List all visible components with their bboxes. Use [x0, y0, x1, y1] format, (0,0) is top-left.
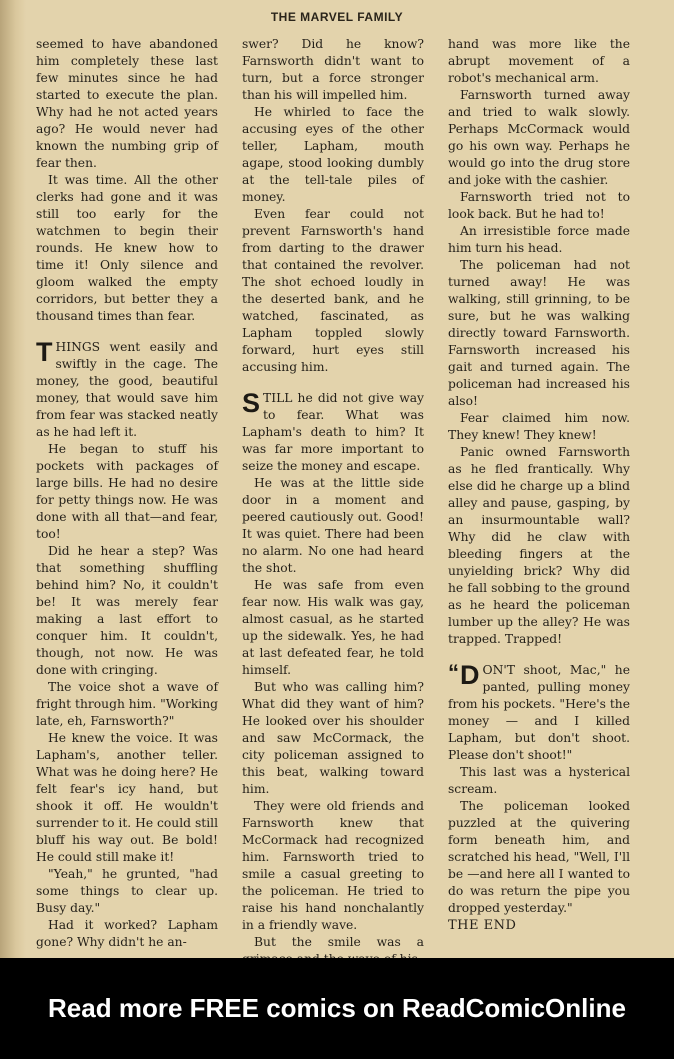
paragraph: They were old friends and Farnsworth knew that McCormack had recognized him. Farnsworth tried to smile a casual greeting to the policeman. He tried to raise his hand nonchalantly in a friendly wave.: [242, 799, 424, 932]
dropcap-text: ON'T shoot, Mac," he panted, pulling money from his pockets. "Here's the money — and I killed Lapham, but don't shoot. Please don't shoot!": [448, 663, 630, 762]
paragraph: Farnsworth tried not to look back. But he had to!: [448, 190, 630, 221]
paragraph: He was at the little side door in a moment and peered cautiously out. Good! It was quiet. There had been no alarm. No one had heard the shot.: [242, 476, 424, 575]
dropcap-paragraph: [242, 390, 424, 475]
dropcap-paragraph: [448, 662, 630, 764]
paragraph: An irresistible force made him turn his head.: [448, 224, 630, 255]
the-end: THE END: [448, 918, 517, 933]
paragraph: Fear claimed him now. They knew! They knew!: [448, 411, 630, 442]
page-header: THE MARVEL FAMILY: [270, 10, 404, 24]
dropcap-paragraph: [36, 339, 218, 441]
paragraph: He began to stuff his pockets with packages of large bills. He had no desire for petty things now. He was done with all that—and fear, too!: [36, 442, 218, 541]
dropcap-letter: D: [460, 660, 480, 690]
dropcap-text: HINGS went easily and swiftly in the cage. The money, the good, beautiful money, that would save him from fear was stacked neatly as he had left it.: [36, 340, 218, 439]
paragraph: Panic owned Farnsworth as he fled frantically. Why else did he charge up a blind alley and pause, gasping, by an insurmountable wall? Why did he claw with bleeding fingers at the unyielding brick? Why did he fall sobbing to the ground as he heard the policeman lumber up the alley? He was trapped. Trapped!: [448, 445, 630, 646]
paragraph: It was time. All the other clerks had gone and it was still too early for the watchmen to begin their rounds. He knew how to time it! Only silence and gloom walked the empty corridors, but better they a thousand times than fear.: [36, 173, 218, 323]
paragraph: He was safe from even fear now. His walk was gay, almost casual, as he started up the sidewalk. Yes, he had at last defeated fear, he told himself.: [242, 578, 424, 677]
text-column-2: [242, 36, 424, 968]
text-column-1: [36, 36, 218, 951]
paragraph: Had it worked? Lapham gone? Why didn't he an-: [36, 918, 218, 949]
paragraph: He whirled to face the accusing eyes of the other teller, Lapham, mouth agape, stood looking dumbly at the tell-tale piles of money.: [242, 105, 424, 204]
paragraph: But the smile was a: [254, 935, 424, 949]
paragraph: "Yeah," he grunted, "had some things to clear up. Busy day.": [36, 867, 218, 915]
dropcap-text: TILL he did not give way to fear. What was Lapham's death to him? It was far more important to seize the money and escape.: [242, 391, 424, 473]
paragraph: Did he hear a step? Was that something shuffling behind him? No, it couldn't be! It was merely fear making a last effort to conquer him. It couldn't, though, not now. He was done with cringing.: [36, 544, 218, 677]
paragraph: The voice shot a wave of fright through him. "Working late, eh, Farnsworth?": [36, 680, 219, 728]
paragraph: Even fear could not prevent Farnsworth's hand from darting to the drawer that contained the revolver. The shot echoed loudly in the deserted bank, and he watched, fascinated, as Lapham toppled slowly forward, hurt eyes still accusing him.: [242, 207, 424, 374]
paragraph: He knew the voice. It was Lapham's, another teller. What was he doing here? He felt fear's icy hand, but shook it off. He wouldn't surrender to it. He could still bluff his way out. Be bold! He could still make it!: [36, 731, 218, 864]
paragraph: The policeman looked puzzled at the quivering form beneath him, and scratched his head, "Well, I'll be —and here all I wanted to do was return the pipe you dropped yesterday.": [448, 799, 630, 915]
paragraph: swer? Did he know? Farnsworth didn't want to turn, but a force stronger than his will impelled him.: [242, 37, 424, 102]
paragraph: The policeman had not turned away! He was walking, still grinning, to be sure, but he was walking directly toward Farnsworth. Farnsworth increased his gait and turned again. The policeman had increased his also!: [448, 258, 630, 408]
quote-mark: “: [448, 660, 459, 685]
dropcap-letter: T: [36, 337, 53, 367]
text-column-3: [448, 36, 630, 934]
paragraph: seemed to have abandoned him completely these last few minutes since he had started to execute the plan. Why had he not acted years ago? He would never had known the numbing grip of fear then.: [36, 37, 218, 170]
paragraph: hand was more like the abrupt movement of a robot's mechanical arm.: [448, 37, 630, 85]
page-gutter: [0, 0, 26, 958]
paragraph: Farnsworth turned away and tried to walk slowly. Perhaps McCormack would go his own way. Perhaps he would go into the drug store and joke with the cashier.: [448, 88, 630, 187]
paragraph: But who was calling him? What did they want of him? He looked over his shoulder and saw McCormack, the city policeman assigned to this beat, walking toward him.: [242, 680, 424, 796]
dropcap-letter: S: [242, 388, 261, 418]
promo-banner[interactable]: Read more FREE comics on ReadComicOnline: [0, 958, 674, 1059]
paragraph: This last was a hysterical scream.: [448, 765, 630, 796]
